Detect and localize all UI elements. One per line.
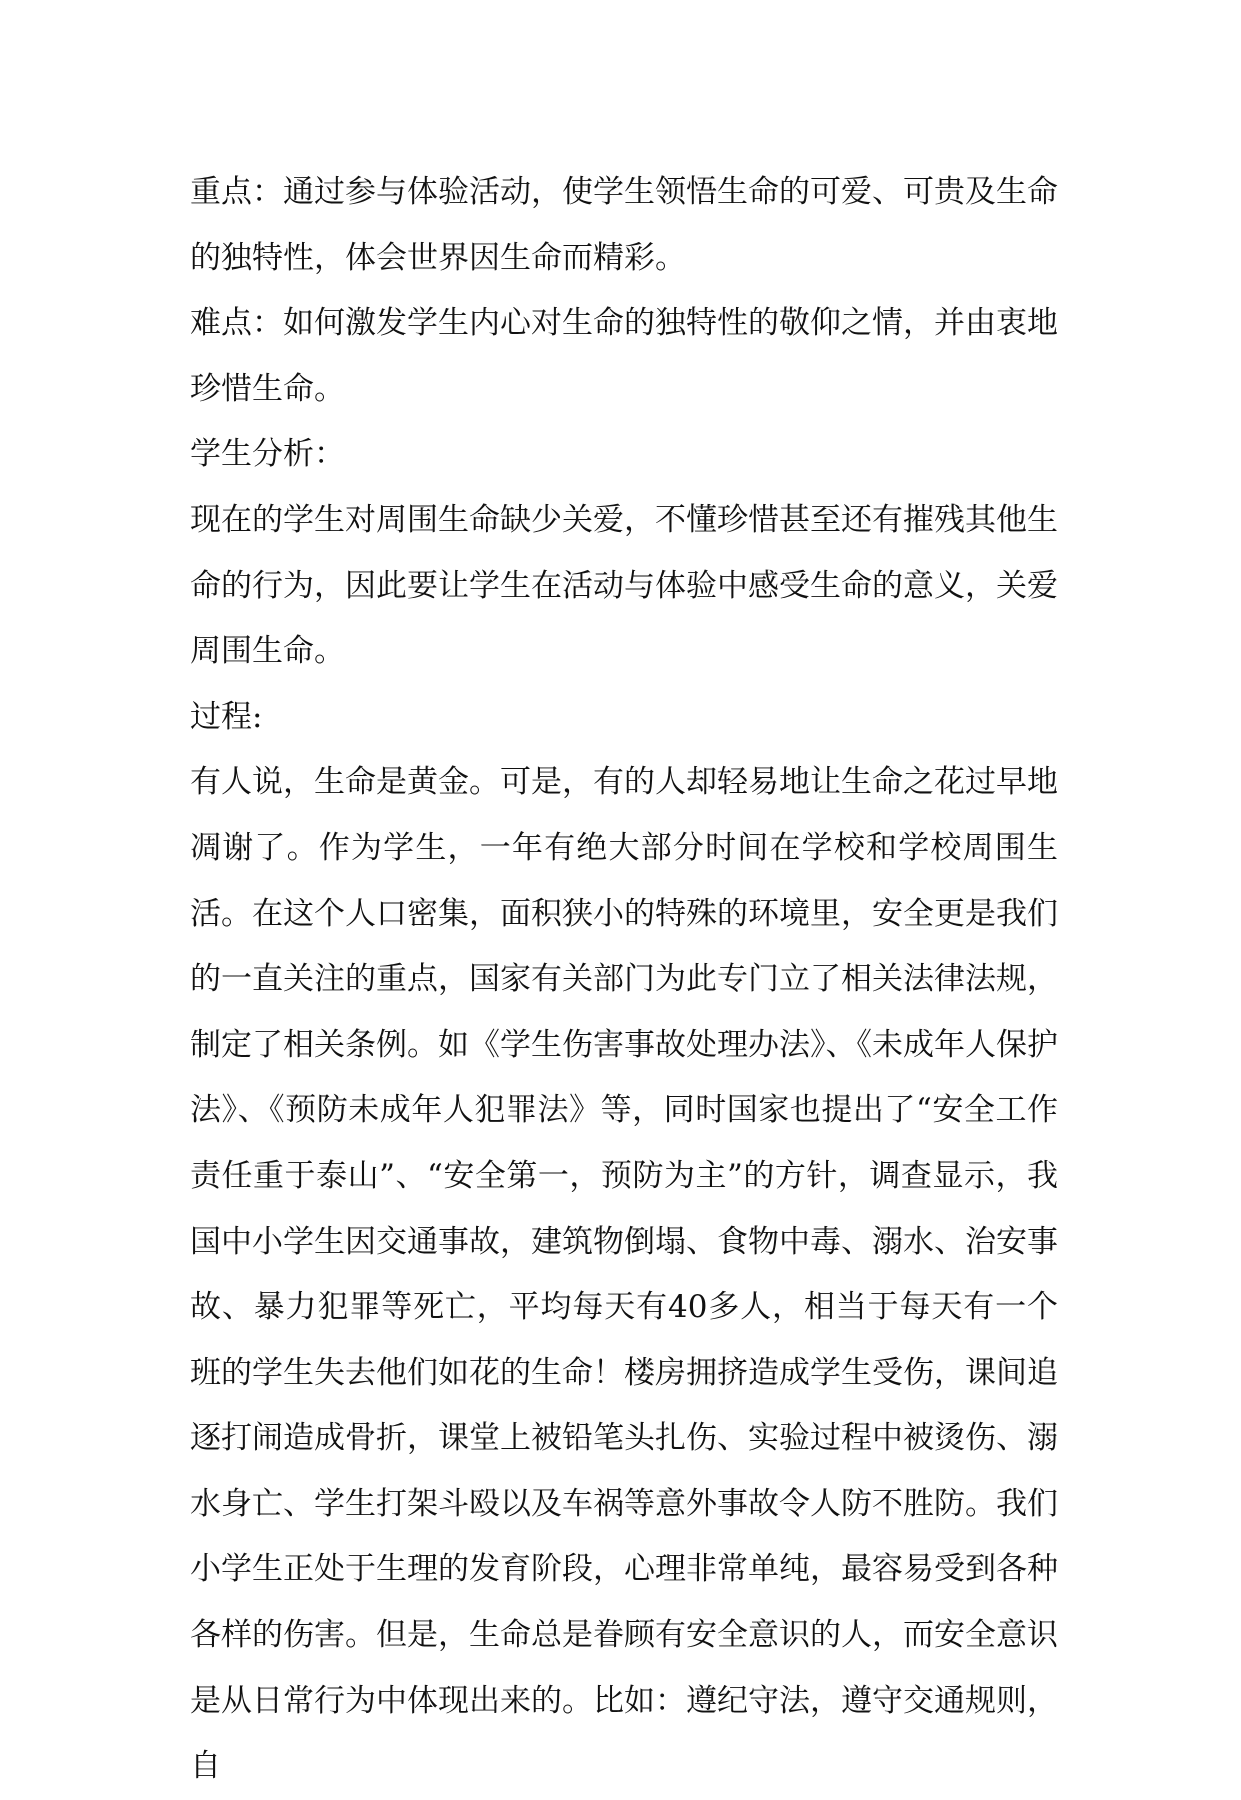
paragraph-key-point: 重点：通过参与体验活动，使学生领悟生命的可爱、可贵及生命的独特性，体会世界因生命而精彩。 xyxy=(190,174,1058,276)
document-body xyxy=(190,160,1058,1800)
paragraph-student-analysis-heading: 学生分析： xyxy=(190,436,345,473)
paragraph-process: 有人说，生命是黄金。可是，有的人却轻易地让生命之花过早地凋谢了。作为学生，一年有绝大部分时间在学校和学校周围生活。在这个人口密集，面积狭小的特殊的环境里，安全更是我们的一直关注的重点，国家有关部门为此专门立了相关法律法规，制定了相关条例。如《学生伤害事故处理办法》、《未成年人保护法》、《预防未成年人犯罪法》等，同时国家也提出了“安全工作责任重于泰山”、“安全第一，预防为主”的方针，调查显示，我国中小学生因交通事故，建筑物倒塌、食物中毒、溺水、治安事故、暴力犯罪等死亡，平均每天有40多人，相当于每天有一个班的学生失去他们如花的生命！楼房拥挤造成学生受伤，课间追逐打闹造成骨折，课堂上被铅笔头扎伤、实验过程中被烫伤、溺水身亡、学生打架斗殴以及车祸等意外事故令人防不胜防。我们小学生正处于生理的发育阶段，心理非常单纯，最容易受到各种各样的伤害。但是，生命总是眷顾有安全意识的人，而安全意识是从日常行为中体现出来的。比如：遵纪守法，遵守交通规则，自 xyxy=(190,764,1058,1785)
paragraph-difficulty: 难点：如何激发学生内心对生命的独特性的敬仰之情，并由衷地珍惜生命。 xyxy=(190,305,1058,407)
paragraph-student-analysis: 现在的学生对周围生命缺少关爱，不懂珍惜甚至还有摧残其他生命的行为，因此要让学生在活动与体验中感受生命的意义，关爱周围生命。 xyxy=(190,501,1058,670)
paragraph-process-heading: 过程: xyxy=(190,698,263,735)
